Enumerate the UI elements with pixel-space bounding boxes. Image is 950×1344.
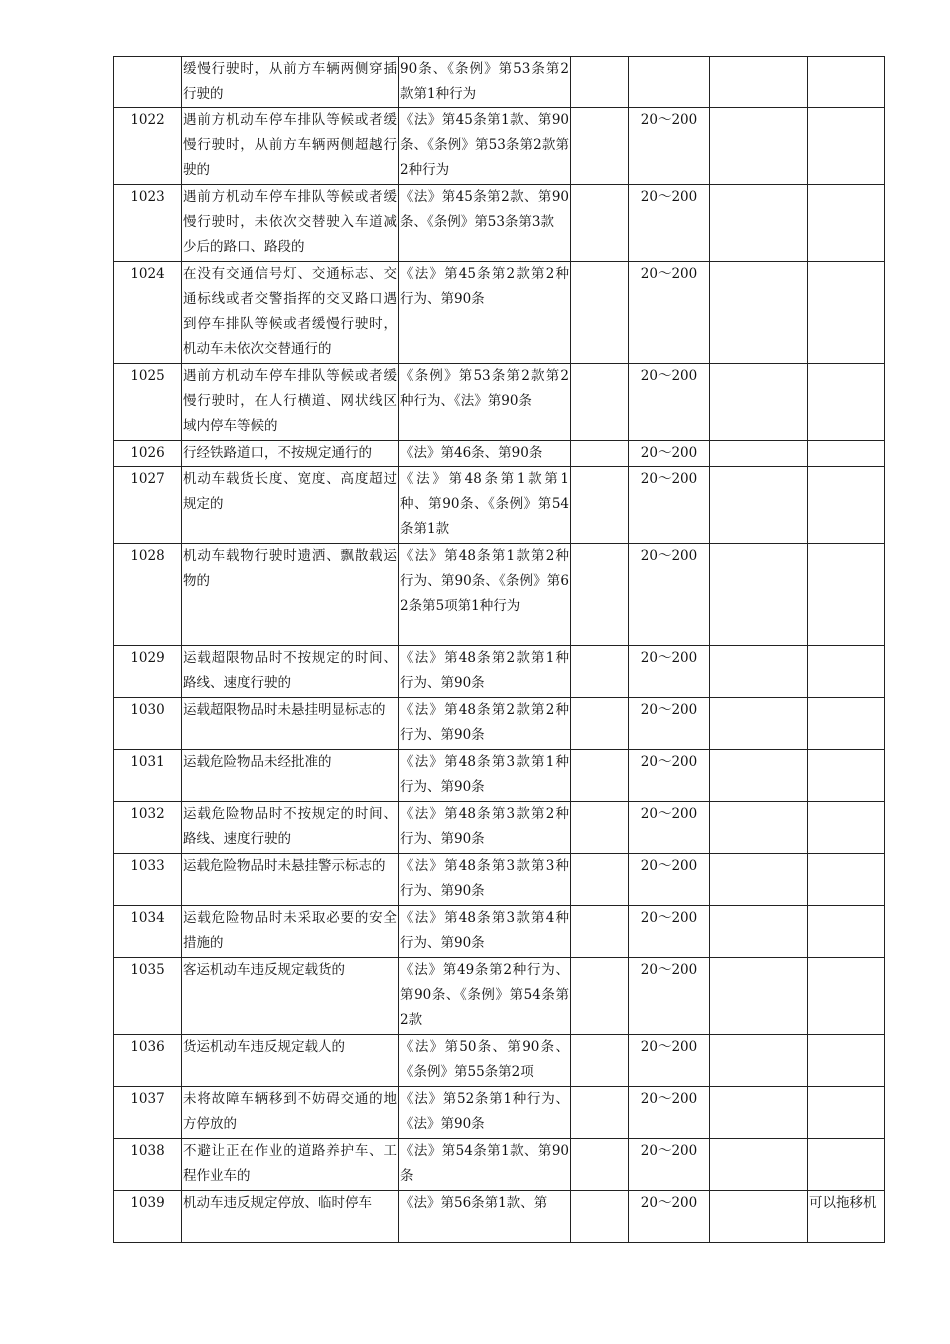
legal-basis-cell: 《法》第50条、第90条、《条例》第55条第2项	[399, 1035, 571, 1087]
note-cell	[808, 750, 885, 802]
legal-basis-cell: 《法》第48条第3款第1种行为、第90条	[399, 750, 571, 802]
note-cell	[808, 467, 885, 544]
table-row	[114, 698, 885, 750]
violation-description-cell: 运载超限物品时未悬挂明显标志的	[182, 698, 399, 750]
note-cell	[808, 802, 885, 854]
fine-range-cell: 20～200	[629, 185, 710, 262]
blank-cell	[710, 750, 808, 802]
table-row	[114, 646, 885, 698]
violation-description-cell: 机动车违反规定停放、临时停车	[182, 1191, 399, 1243]
blank-cell	[710, 57, 808, 108]
code-cell: 1022	[114, 108, 182, 185]
violation-description-cell: 遇前方机动车停车排队等候或者缓慢行驶时，从前方车辆两侧超越行驶的	[182, 108, 399, 185]
legal-basis-cell: 《法》第52条第1种行为、《法》第90条	[399, 1087, 571, 1139]
note-cell	[808, 958, 885, 1035]
note-cell	[808, 544, 885, 646]
code-cell: 1039	[114, 1191, 182, 1243]
fine-range-cell	[629, 57, 710, 108]
code-cell: 1023	[114, 185, 182, 262]
legal-basis-cell: 《法》第54条第1款、第90条	[399, 1139, 571, 1191]
code-cell	[114, 57, 182, 108]
violation-description-cell: 客运机动车违反规定载货的	[182, 958, 399, 1035]
code-cell: 1034	[114, 906, 182, 958]
code-cell: 1025	[114, 364, 182, 441]
table-row	[114, 57, 885, 108]
blank-cell	[710, 364, 808, 441]
table-row	[114, 108, 885, 185]
legal-basis-cell: 《条例》第53条第2款第2种行为、《法》第90条	[399, 364, 571, 441]
blank-cell	[571, 1087, 629, 1139]
violation-description-cell: 运载危险物品未经批准的	[182, 750, 399, 802]
table-row	[114, 262, 885, 364]
code-cell: 1035	[114, 958, 182, 1035]
table-row	[114, 802, 885, 854]
table-row	[114, 185, 885, 262]
legal-basis-cell: 《法》第48条第1款第2种行为、第90条、《条例》第62条第5项第1种行为	[399, 544, 571, 646]
fine-range-cell: 20～200	[629, 750, 710, 802]
code-cell: 1024	[114, 262, 182, 364]
note-cell	[808, 364, 885, 441]
code-cell: 1033	[114, 854, 182, 906]
legal-basis-cell: 《法》第45条第2款、第90条、《条例》第53条第3款	[399, 185, 571, 262]
violations-table	[113, 56, 885, 1243]
blank-cell	[710, 958, 808, 1035]
note-cell	[808, 262, 885, 364]
fine-range-cell: 20～200	[629, 364, 710, 441]
code-cell: 1029	[114, 646, 182, 698]
blank-cell	[571, 185, 629, 262]
violation-description-cell: 运载危险物品时未采取必要的安全措施的	[182, 906, 399, 958]
blank-cell	[571, 906, 629, 958]
code-cell: 1037	[114, 1087, 182, 1139]
legal-basis-cell: 《法》第49条第2种行为、第90条、《条例》第54条第2款	[399, 958, 571, 1035]
violation-description-cell: 在没有交通信号灯、交通标志、交通标线或者交警指挥的交叉路口遇到停车排队等候或者缓慢行驶时，机动车未依次交替通行的	[182, 262, 399, 364]
fine-range-cell: 20～200	[629, 262, 710, 364]
violation-description-cell: 遇前方机动车停车排队等候或者缓慢行驶时，在人行横道、网状线区域内停车等候的	[182, 364, 399, 441]
table-row	[114, 467, 885, 544]
table-row	[114, 854, 885, 906]
fine-range-cell: 20～200	[629, 958, 710, 1035]
blank-cell	[571, 1191, 629, 1243]
code-cell: 1036	[114, 1035, 182, 1087]
blank-cell	[571, 958, 629, 1035]
violation-description-cell: 缓慢行驶时，从前方车辆两侧穿插行驶的	[182, 57, 399, 108]
code-cell: 1030	[114, 698, 182, 750]
legal-basis-cell: 90条、《条例》第53条第2款第1种行为	[399, 57, 571, 108]
violation-description-cell: 机动车载物行驶时遗洒、飘散载运物的	[182, 544, 399, 646]
fine-range-cell: 20～200	[629, 441, 710, 467]
code-cell: 1038	[114, 1139, 182, 1191]
fine-range-cell: 20～200	[629, 854, 710, 906]
violation-description-cell: 运载危险物品时不按规定的时间、路线、速度行驶的	[182, 802, 399, 854]
blank-cell	[710, 544, 808, 646]
blank-cell	[571, 364, 629, 441]
table-row	[114, 544, 885, 646]
legal-basis-cell: 《法》第46条、第90条	[399, 441, 571, 467]
blank-cell	[710, 802, 808, 854]
fine-range-cell: 20～200	[629, 1087, 710, 1139]
blank-cell	[710, 646, 808, 698]
violation-description-cell: 未将故障车辆移到不妨碍交通的地方停放的	[182, 1087, 399, 1139]
blank-cell	[710, 1191, 808, 1243]
table-row	[114, 1139, 885, 1191]
blank-cell	[571, 646, 629, 698]
blank-cell	[710, 1087, 808, 1139]
table-body	[114, 57, 885, 1243]
blank-cell	[571, 750, 629, 802]
legal-basis-cell: 《法》第45条第2款第2种行为、第90条	[399, 262, 571, 364]
fine-range-cell: 20～200	[629, 467, 710, 544]
note-cell: 可以拖移机	[808, 1191, 885, 1243]
blank-cell	[710, 185, 808, 262]
blank-cell	[571, 1035, 629, 1087]
violation-description-cell: 运载超限物品时不按规定的时间、路线、速度行驶的	[182, 646, 399, 698]
blank-cell	[710, 854, 808, 906]
violation-description-cell: 货运机动车违反规定载人的	[182, 1035, 399, 1087]
blank-cell	[710, 441, 808, 467]
note-cell	[808, 441, 885, 467]
table-row	[114, 1191, 885, 1243]
blank-cell	[571, 262, 629, 364]
code-cell: 1027	[114, 467, 182, 544]
table-row	[114, 1087, 885, 1139]
fine-range-cell: 20～200	[629, 1191, 710, 1243]
violation-description-cell: 行经铁路道口，不按规定通行的	[182, 441, 399, 467]
blank-cell	[571, 802, 629, 854]
fine-range-cell: 20～200	[629, 906, 710, 958]
note-cell	[808, 906, 885, 958]
note-cell	[808, 1139, 885, 1191]
note-cell	[808, 185, 885, 262]
fine-range-cell: 20～200	[629, 1139, 710, 1191]
violation-description-cell: 运载危险物品时未悬挂警示标志的	[182, 854, 399, 906]
blank-cell	[710, 1035, 808, 1087]
blank-cell	[571, 544, 629, 646]
table-row	[114, 906, 885, 958]
violation-description-cell: 不避让正在作业的道路养护车、工程作业车的	[182, 1139, 399, 1191]
legal-basis-cell: 《法》第48条第3款第4种行为、第90条	[399, 906, 571, 958]
note-cell	[808, 108, 885, 185]
blank-cell	[571, 108, 629, 185]
blank-cell	[710, 698, 808, 750]
blank-cell	[571, 854, 629, 906]
note-cell	[808, 1035, 885, 1087]
code-cell: 1028	[114, 544, 182, 646]
violation-description-cell: 机动车载货长度、宽度、高度超过规定的	[182, 467, 399, 544]
legal-basis-cell: 《法》第48条第3款第3种行为、第90条	[399, 854, 571, 906]
code-cell: 1026	[114, 441, 182, 467]
blank-cell	[571, 467, 629, 544]
fine-range-cell: 20～200	[629, 802, 710, 854]
legal-basis-cell: 《法》第48条第2款第1种行为、第90条	[399, 646, 571, 698]
blank-cell	[710, 906, 808, 958]
violation-description-cell: 遇前方机动车停车排队等候或者缓慢行驶时，未依次交替驶入车道减少后的路口、路段的	[182, 185, 399, 262]
code-cell: 1032	[114, 802, 182, 854]
note-cell	[808, 646, 885, 698]
note-cell	[808, 698, 885, 750]
table-row	[114, 1035, 885, 1087]
table-row	[114, 364, 885, 441]
legal-basis-cell: 《法》第48条第3款第2种行为、第90条	[399, 802, 571, 854]
table-row	[114, 750, 885, 802]
blank-cell	[571, 57, 629, 108]
fine-range-cell: 20～200	[629, 698, 710, 750]
fine-range-cell: 20～200	[629, 646, 710, 698]
fine-range-cell: 20～200	[629, 1035, 710, 1087]
code-cell: 1031	[114, 750, 182, 802]
table-row	[114, 958, 885, 1035]
note-cell	[808, 854, 885, 906]
blank-cell	[710, 467, 808, 544]
blank-cell	[710, 1139, 808, 1191]
legal-basis-cell: 《法》第48条第2款第2种行为、第90条	[399, 698, 571, 750]
blank-cell	[710, 108, 808, 185]
fine-range-cell: 20～200	[629, 544, 710, 646]
fine-range-cell: 20～200	[629, 108, 710, 185]
blank-cell	[571, 698, 629, 750]
legal-basis-cell: 《法》第45条第1款、第90条、《条例》第53条第2款第2种行为	[399, 108, 571, 185]
table-row	[114, 441, 885, 467]
legal-basis-cell: 《法》第56条第1款、第	[399, 1191, 571, 1243]
blank-cell	[571, 1139, 629, 1191]
note-cell	[808, 1087, 885, 1139]
blank-cell	[571, 441, 629, 467]
blank-cell	[710, 262, 808, 364]
note-cell	[808, 57, 885, 108]
legal-basis-cell: 《法》第48条第1款第1种、第90条、《条例》第54条第1款	[399, 467, 571, 544]
